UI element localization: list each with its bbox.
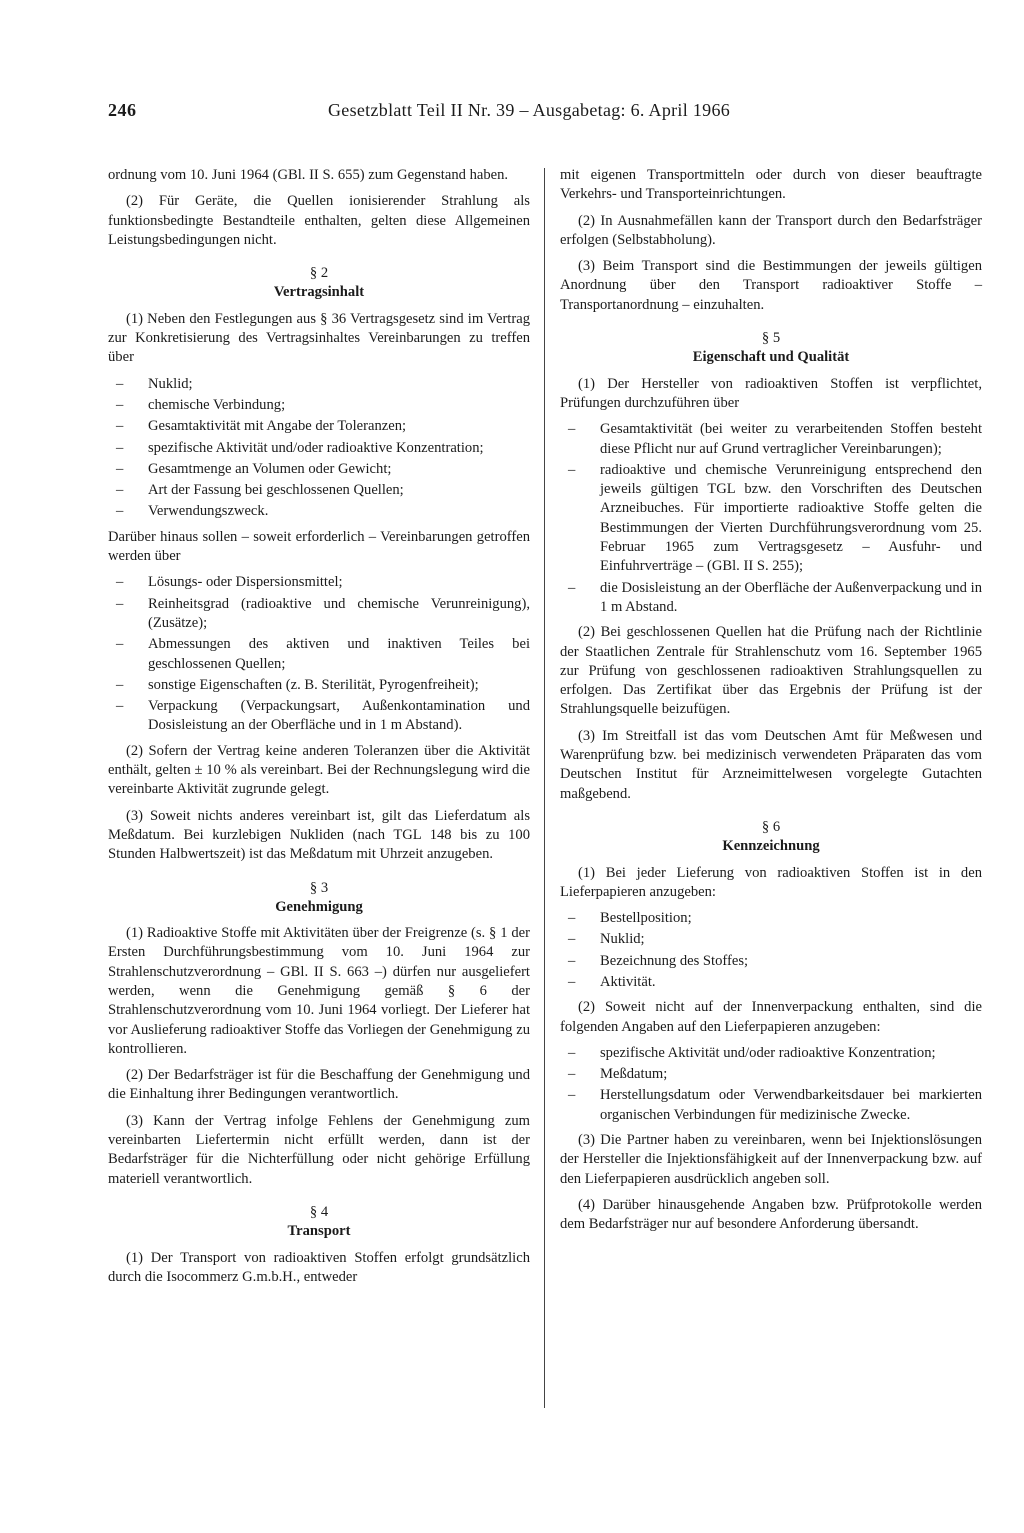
paragraph: (1) Bei jeder Lieferung von radioaktiven Stoffen ist in den Lieferpapieren anzugeben: <box>560 864 982 900</box>
list-item: – Reinheitsgrad (radioaktive und chemische Verunreinigung), (Zusätze); <box>108 595 530 634</box>
list-item: – spezifische Aktivität und/oder radioaktive Konzentration; <box>108 439 530 458</box>
section-title: Eigenschaft und Qualität <box>692 349 850 366</box>
list-item: – Verwendungszweck. <box>108 502 530 521</box>
paragraph: (2) In Ausnahmefällen kann der Transport durch den Bedarfsträger erfolgen (Selbstabholung). <box>560 212 982 248</box>
paragraph: (2) Der Bedarfsträger ist für die Beschaffung der Genehmigung und die Einhaltung ihrer Bedingungen verantwortlich. <box>108 1067 530 1103</box>
paragraph: (1) Der Hersteller von radioaktiven Stoffen ist verpflichtet, Prüfungen durchzuführen über <box>560 375 982 411</box>
list-item: – Abmessungen des aktiven und inaktiven Teiles bei geschlossenen Quellen; <box>108 635 530 674</box>
list-item: – Nuklid; <box>560 930 982 949</box>
paragraph: (3) Beim Transport sind die Bestimmungen der jeweils gültigen Anordnung über den Transport radioaktiver Stoffe – Transportanordnung – einzuhalten. <box>560 258 982 313</box>
section-title: Kennzeichnung <box>722 838 820 855</box>
section-number: § 2 <box>309 265 329 282</box>
list-item: – Aktivität. <box>560 973 982 992</box>
dash-list <box>560 909 982 992</box>
page-header <box>108 100 776 136</box>
page-number: 246 <box>108 100 137 120</box>
list-item: – Verpackung (Verpackungsart, Außenkontamination und Dosisleistung an der Oberfläche und in 1 m Abstand). <box>108 697 530 736</box>
list-item: – Bestellposition; <box>560 909 982 928</box>
section-title: Genehmigung <box>275 898 363 915</box>
paragraph: (2) Sofern der Vertrag keine anderen Toleranzen über die Aktivität enthält, gelten ± 10 % als vereinbart. Bei der Rechnungslegung wird die vereinbarte Aktivität zugrunde gelegt. <box>108 742 530 798</box>
dash-list <box>560 1044 982 1125</box>
paragraph: (3) Soweit nichts anderes vereinbart ist, gilt das Lieferdatum als Meßdatum. Bei kurzlebigen Nukliden (nach TGL 148 bis zu 100 Stunden Halbwertszeit) ist das Meßdatum mit Uhrzeit anzugeben. <box>108 807 530 863</box>
list-item: – Meßdatum; <box>560 1065 982 1084</box>
paragraph: ordnung vom 10. Juni 1964 (GBl. II S. 655) zum Gegenstand haben. <box>108 167 509 183</box>
list-item: – die Dosisleistung an der Oberfläche der Außenverpackung und in 1 m Abstand. <box>560 579 982 618</box>
column-divider <box>544 168 545 1408</box>
dash-list <box>108 375 530 522</box>
dash-list <box>560 420 982 617</box>
paragraph: (4) Darüber hinausgehende Angaben bzw. Prüfprotokolle werden dem Bedarfsträger nur auf besondere Anforderung übersandt. <box>560 1196 982 1233</box>
paragraph: (2) Für Geräte, die Quellen ionisierender Strahlung als funktionsbedingte Bestandteile enthalten, gelten diese Allgemeinen Leistungsbedingungen nicht. <box>108 193 530 248</box>
list-item: – Bezeichnung des Stoffes; <box>560 952 982 971</box>
section-number: § 5 <box>761 330 781 347</box>
paragraph: Darüber hinaus sollen – soweit erforderlich – Vereinbarungen getroffen werden über <box>108 528 530 565</box>
list-item: – Gesamtmenge an Volumen oder Gewicht; <box>108 460 530 479</box>
list-item: – Gesamtaktivität mit Angabe der Toleranzen; <box>108 417 530 436</box>
section-number: § 4 <box>309 1203 329 1220</box>
list-item: – Nuklid; <box>108 375 530 394</box>
paragraph: (1) Neben den Festlegungen aus § 36 Vertragsgesetz sind im Vertrag zur Konkretisierung des Vertragsinhaltes Vereinbarungen zu treffen über <box>108 310 530 366</box>
paragraph: (3) Im Streitfall ist das vom Deutschen Amt für Meßwesen und Warenprüfung bzw. bei medizinisch verwendeten Präparaten das vom Deutschen Institut für Arzneimittelwesen vorgelegte Gutachten maßgebend. <box>560 727 982 802</box>
paragraph: (1) Radioaktive Stoffe mit Aktivitäten über der Freigrenze (s. § 1 der Ersten Durchführungsbestimmung vom 10. Juni 1964 zur Strahlenschutzverordnung – GBl. II S. 663 –) dürfen nur ausgeliefert werden, wenn die Genehmigung gemäß § 6 der Strahlenschutzverordnung vom 10. Juni 1964 vorliegt. Der Lieferer hat vor Auslieferung radioaktiver Stoffe das Vorliegen der Genehmigung zu kontrollieren. <box>108 925 530 1057</box>
list-item: – Art der Fassung bei geschlossenen Quellen; <box>108 481 530 500</box>
paragraph: (1) Der Transport von radioaktiven Stoffen erfolgt grundsätzlich durch die Isocommerz G.m.b.H., entweder <box>108 1249 530 1285</box>
paragraph: (2) Soweit nicht auf der Innenverpackung enthalten, sind die folgenden Angaben auf den Lieferpapieren anzugeben: <box>560 999 982 1035</box>
list-item: – Herstellungsdatum oder Verwendbarkeitsdauer bei markierten organischen Verbindungen für medizinische Zwecke. <box>560 1086 982 1125</box>
section-title: Vertragsinhalt <box>273 284 365 301</box>
list-item: – sonstige Eigenschaften (z. B. Sterilität, Pyrogenfreiheit); <box>108 676 530 695</box>
list-item: – Lösungs- oder Dispersionsmittel; <box>108 573 530 592</box>
running-title: Gesetzblatt Teil II Nr. 39 – Ausgabetag: 6. April 1966 <box>328 100 731 120</box>
paragraph: (2) Bei geschlossenen Quellen hat die Prüfung nach der Richtlinie der Staatlichen Zentrale für Strahlenschutz vom 16. September 1965 zur Prüfung von geschlossenen radioaktiven Strahlungsquellen zu erfolgen. Das Zertifikat über das Ergebnis der Prüfung ist der Strahlungsquelle beizufügen. <box>560 624 982 718</box>
dash-list <box>108 573 530 735</box>
list-item: – chemische Verbindung; <box>108 396 530 415</box>
section-number: § 6 <box>761 818 781 835</box>
list-item: – Gesamtaktivität (bei weiter zu verarbeitenden Stoffen besteht diese Pflicht nur auf Grund vertraglicher Vereinbarungen); <box>560 420 982 459</box>
list-item: – spezifische Aktivität und/oder radioaktive Konzentration; <box>560 1044 982 1063</box>
paragraph: mit eigenen Transportmitteln oder durch von dieser beauftragte Verkehrs- und Transporteinrichtungen. <box>560 167 982 203</box>
right-column <box>560 166 982 1242</box>
left-column <box>108 166 530 1294</box>
section-number: § 3 <box>309 879 329 896</box>
paragraph: (3) Kann der Vertrag infolge Fehlens der Genehmigung zum vereinbarten Liefertermin nicht erfüllt werden, dann ist der Bedarfsträger für die Nichterfüllung oder nicht gehörige Erfüllung materiell verantwortlich. <box>108 1112 530 1187</box>
section-title: Transport <box>287 1223 351 1240</box>
paragraph: (3) Die Partner haben zu vereinbaren, wenn bei Injektionslösungen der Hersteller die Injektionsfähigkeit auf der Innenverpackung bzw. auf den Lieferpapieren ausdrücklich angeben soll. <box>560 1132 982 1187</box>
list-item: – radioaktive und chemische Verunreinigung entsprechend den jeweils gültigen TGL bzw. den Vorschriften des Deutschen Arzneibuches. Für importierte radioaktive Stoffe gelten die Bestimmungen der Vierten Durchführungsverordnung vom 25. Februar 1965 zum Vertragsgesetz – Ausfuhr- und Einfuhrverträge – (GBl. II S. 255); <box>560 461 982 577</box>
